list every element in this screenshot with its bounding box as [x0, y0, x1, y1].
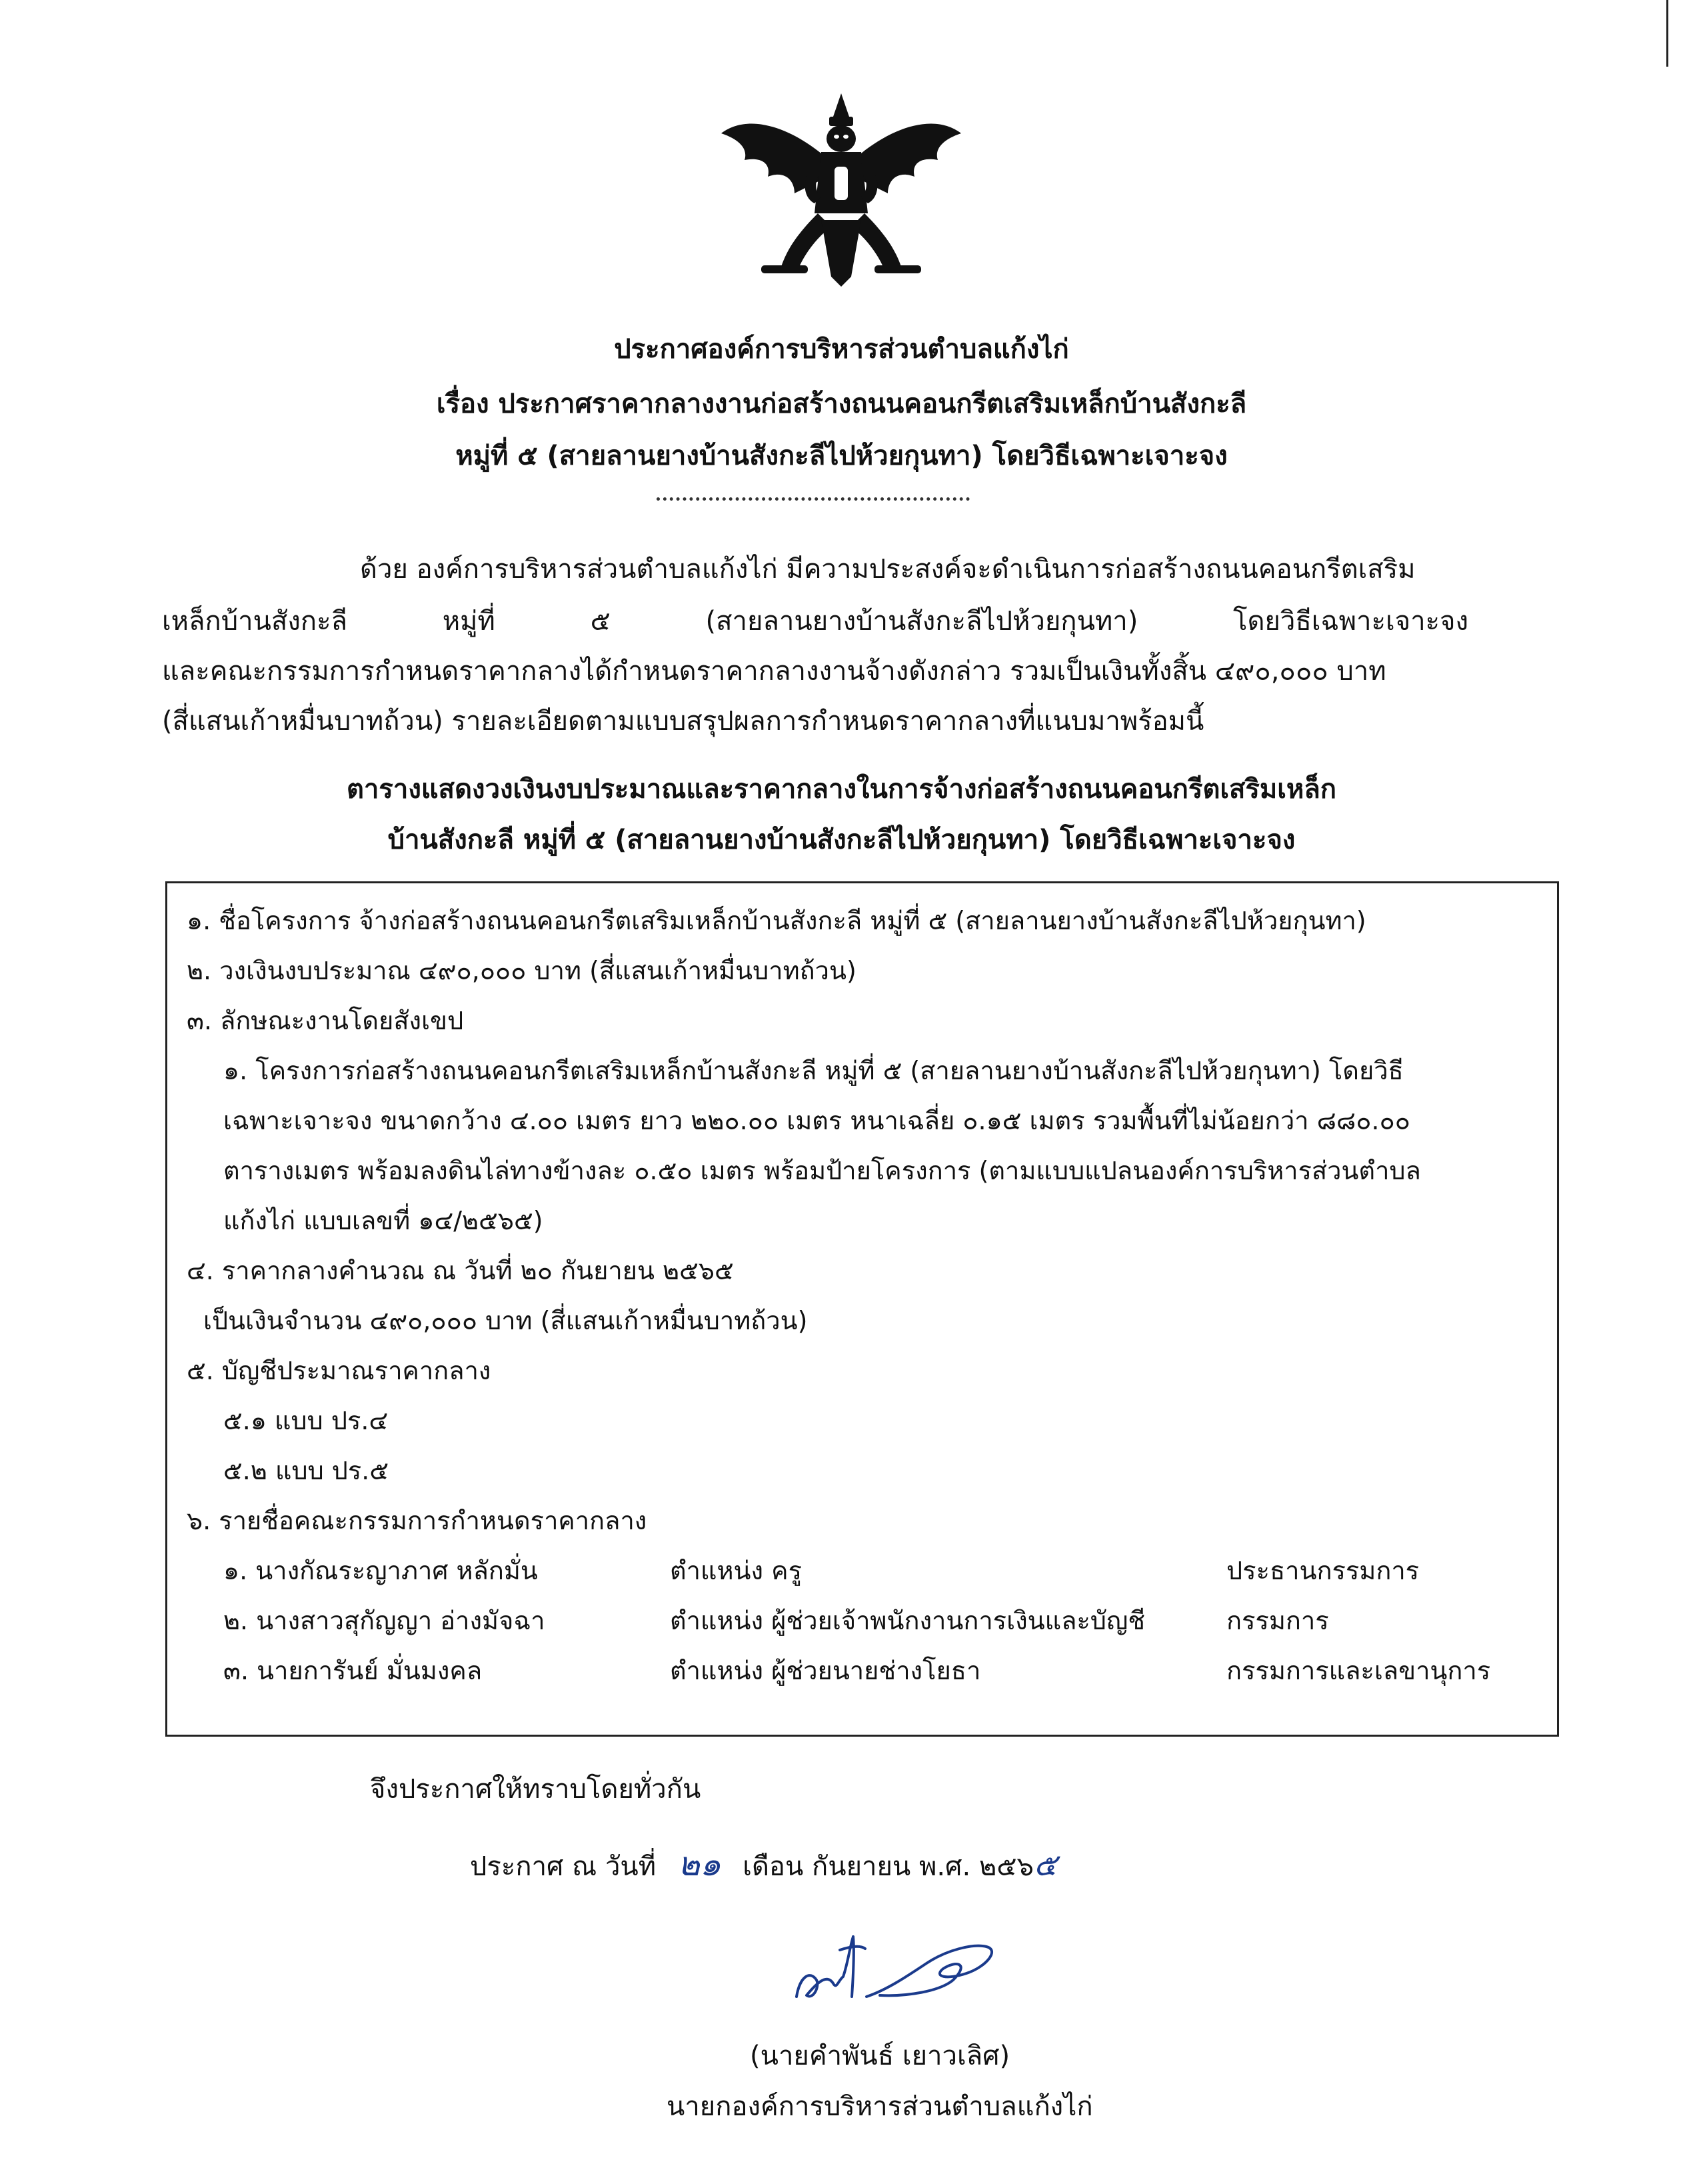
item-scope: ๓. ลักษณะงานโดยสังเขป — [187, 1006, 464, 1035]
committee-member-name: ๓. นายการันย์ มั่นมงคล — [223, 1656, 483, 1685]
committee-member-name: ๑. นางกัณระญาภาศ หลักมั่น — [223, 1556, 538, 1585]
body-line-1: ด้วย องค์การบริหารส่วนตำบลแก้งไก่ มีความประสงค์จะดำเนินการก่อสร้างถนนคอนกรีตเสริม — [360, 554, 1416, 585]
body-line-2: เหล็กบ้านสังกะลี หมู่ที่ ๕ (สายลานยางบ้านสังกะลีไปห้วยกุนทา) โดยวิธีเฉพาะเจาะจง — [162, 606, 1468, 637]
date-prefix: ประกาศ ณ วันที่ — [470, 1851, 657, 1882]
committee-member-name: ๒. นางสาวสุกัญญา อ่างมัจฉา — [223, 1606, 545, 1635]
table-title-line-2: บ้านสังกะลี หมู่ที่ ๕ (สายลานยางบ้านสังกะลีไปห้วยกุนทา) โดยวิธีเฉพาะเจาะจง — [387, 825, 1296, 855]
header-subject-cont: หมู่ที่ ๕ (สายลานยางบ้านสังกะลีไปห้วยกุนทา) โดยวิธีเฉพาะเจาะจง — [455, 441, 1228, 471]
committee-member-position: ตำแหน่ง ผู้ช่วยเจ้าพนักงานการเงินและบัญชี — [670, 1606, 1146, 1635]
body-line-3: และคณะกรรมการกำหนดราคากลางได้กำหนดราคากลางงานจ้างดังกล่าว รวมเป็นเงินทั้งสิ้น ๔๙๐,๐๐๐ บาท — [162, 656, 1386, 687]
header-title: ประกาศองค์การบริหารส่วนตำบลแก้งไก่ — [614, 334, 1069, 365]
price-list-form-5: ๕.๒ แบบ ปร.๕ — [223, 1456, 389, 1485]
scope-detail-line: เฉพาะเจาะจง ขนาดกว้าง ๔.๐๐ เมตร ยาว ๒๒๐.๐๐ เมตร หนาเฉลี่ย ๐.๑๕ เมตร รวมพื้นที่ไม่น้อยกว่า ๘๘๐.๐๐ — [223, 1106, 1410, 1135]
scope-detail-line: ตารางเมตร พร้อมลงดินไล่ทางข้างละ ๐.๕๐ เมตร พร้อมป้ายโครงการ (ตามแบบแปลนองค์การบริหารส่วนตำบล — [223, 1156, 1421, 1185]
dotted-divider — [657, 497, 970, 501]
committee-member-position: ตำแหน่ง ครู — [670, 1556, 802, 1585]
committee-member-role: ประธานกรรมการ — [1226, 1556, 1420, 1585]
date-day-handwritten: ๒๑ — [677, 1845, 721, 1883]
garuda-emblem — [708, 87, 974, 307]
date-month: เดือน กันยายน พ.ศ. ๒๕๖ — [743, 1851, 1034, 1882]
committee-member-position: ตำแหน่ง ผู้ช่วยนายช่างโยธา — [670, 1656, 981, 1685]
announce-statement: จึงประกาศให้ทราบโดยทั่วกัน — [370, 1774, 701, 1805]
scan-edge-line — [1666, 0, 1668, 67]
header-subject: เรื่อง ประกาศราคากลางงานก่อสร้างถนนคอนกรีตเสริมเหล็กบ้านสังกะลี — [436, 389, 1247, 419]
item-median-price: ๔. ราคากลางคำนวณ ณ วันที่ ๒๐ กันยายน ๒๕๖๕ — [187, 1256, 734, 1285]
table-title-line-1: ตารางแสดงวงเงินงบประมาณและราคากลางในการจ้างก่อสร้างถนนคอนกรีตเสริมเหล็ก — [346, 774, 1337, 805]
signature — [787, 1917, 1006, 2017]
scope-detail-line: ๑. โครงการก่อสร้างถนนคอนกรีตเสริมเหล็กบ้านสังกะลี หมู่ที่ ๕ (สายลานยางบ้านสังกะลีไปห้วยกุนทา) โดยวิธี — [223, 1056, 1404, 1085]
item-price-list: ๕. บัญชีประมาณราคากลาง — [187, 1356, 491, 1385]
price-list-form-4: ๕.๑ แบบ ปร.๔ — [223, 1406, 389, 1435]
item-budget: ๒. วงเงินงบประมาณ ๔๙๐,๐๐๐ บาท (สี่แสนเก้าหมื่นบาทถ้วน) — [187, 956, 856, 985]
signer-title: นายกองค์การบริหารส่วนตำบลแก้งไก่ — [667, 2091, 1093, 2122]
scope-detail-line: แก้งไก่ แบบเลขที่ ๑๔/๒๕๖๕) — [223, 1206, 543, 1235]
signer-name: (นายคำพันธ์ เยาวเลิศ) — [750, 2041, 1010, 2071]
median-price-amount: เป็นเงินจำนวน ๔๙๐,๐๐๐ บาท (สี่แสนเก้าหมื่นบาทถ้วน) — [203, 1306, 808, 1335]
date-year-handwritten: ๕ — [1033, 1847, 1057, 1883]
item-committee: ๖. รายชื่อคณะกรรมการกำหนดราคากลาง — [187, 1506, 647, 1535]
committee-member-role: กรรมการ — [1226, 1606, 1329, 1635]
item-project-name: ๑. ชื่อโครงการ จ้างก่อสร้างถนนคอนกรีตเสริมเหล็กบ้านสังกะลี หมู่ที่ ๕ (สายลานยางบ้านสังกะลีไปห้วยกุนทา) — [187, 906, 1366, 935]
announce-date — [470, 1845, 1057, 1883]
committee-member-role: กรรมการและเลขานุการ — [1226, 1656, 1491, 1685]
body-line-4: (สี่แสนเก้าหมื่นบาทถ้วน) รายละเอียดตามแบบสรุปผลการกำหนดราคากลางที่แนบมาพร้อมนี้ — [162, 706, 1204, 737]
